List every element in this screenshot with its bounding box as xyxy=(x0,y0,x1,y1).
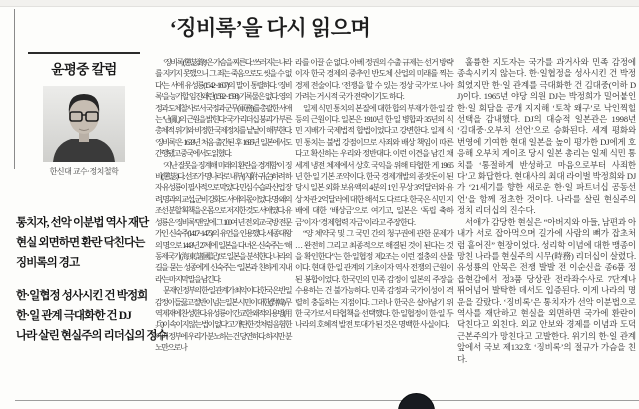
article-paragraph: 서애가 감당한 현실은 “아버지와 아들, 남편과 아내가 서로 잡아먹으며 길가에 사람의 뼈가 잡초처럼 흩어진” 현장이었다. 성리학 이념에 대한 맹종이 망친 나라를 현실주의 시무(時務) 리더십이 살렸다. 유성룡의 안목은 전쟁 발발 전 이순신을 종6품 정읍현감에서 정3품 당상관 전라좌수사로 7단계나 뛰어넘어 발탁한 데서도 입증된다. 이게 나라의 명운을 갈랐다. ‘징비록’은 통치자가 선악 이분법으로 역사를 재단하고 현실을 외면하면 국가에 환란이 닥친다고 외친다. 외교 안보와 경제를 이념과 도덕근본주의가 망친다고 고발한다. 위기의 한·일 관계 앞에서 국보 제132호 ‘징비록’의 절규가 가슴을 친다. xyxy=(457,216,636,364)
article-bottom-rule xyxy=(15,400,639,401)
pull-quote-line: 한·일협정 성사시킨 건 박정희 xyxy=(16,290,148,302)
author-portrait-icon xyxy=(43,86,125,162)
pull-quote-line: 나라 살린 현실주의 리더십의 정수 xyxy=(16,330,167,342)
article-column-1 xyxy=(155,57,291,402)
article-headline: ‘징비록’을 다시 읽으며 xyxy=(169,16,371,40)
pull-quote-1 xyxy=(16,213,152,273)
pull-quote-line: 통치자, 선악 이분법 역사 재단 xyxy=(16,217,149,229)
article-paragraph: 훌륭한 지도자는 국가를 과거사와 민족 감정에 종속시키지 않는다. 한·일협정을 성사시킨 건 박정희였지만 한·일 관계를 극대화한 건 김대중(이하 DJ)이다. 1965년 야당 의원 DJ는 박정희가 밀어붙인 한·일 회담을 공개 지지해 ‘토착 왜구’로 낙인찍힐 선택을 감내했다. DJ의 대승적 일본관은 1998년 ‘김대중·오부치 선언’으로 승화된다. 세계 평화와 번영에 기여한 현대 일본을 높이 평가한 DJ에게 호응해 오부치 게이조 당시 일본 총리는 일제 식민 통치를 ‘통절하게 반성하고 마음으로부터 사죄한다’고 화답한다. 현대사의 최대 라이벌 박정희와 DJ가 ‘21세기를 향한 새로운 한·일 파트너십 공동선언’을 함께 정초한 것이다. 나라를 살린 현실주의 정치 리더십의 진수다. xyxy=(457,57,636,216)
headline-wrap xyxy=(0,12,540,42)
article-paragraph-continued: 라를 이끌 순 없다. 아베 정권의 수출 규제는 선거 방략이자 한국 경제의 중추인 반도체 산업의 미래를 찍는 경제 전술이다. ‘전쟁을 할 수 있는 정상 국가’로 나아가려는 거시적 국가 전략이기도 하다. xyxy=(295,58,453,102)
author-photo-caption: 한신대 교수·정치철학 xyxy=(49,167,119,176)
pull-quote-line: 현실 외면하면 환란 닥친다는 xyxy=(16,237,145,249)
article-column-3 xyxy=(457,57,636,402)
article-body xyxy=(155,57,636,402)
pull-quote-line: 징비록의 경고 xyxy=(16,257,80,269)
article-paragraph: 문재인 정부의 한·일 관계가 최악이다. 한국은 반일 감정이 들끓고 절반이 넘는 일본 시민이 대한(對韓) 무역 제재에 찬성한다. 유성룡이 ‘간교한 왜적의 용병(用兵)이 속이지 않는 법이 없다’고 개탄한 것처럼 음험한 아베 정부에 우리가 분노하는 건 당연하다. 하지만 분노만으로 나 xyxy=(155,286,291,353)
sidebar-top-rule xyxy=(28,52,140,54)
article-paragraph: “양 체약국 및 그 국민 간의 청구권에 관한 문제가 … 완전히 그리고 최종적으로 해결된 것이 된다는 것을 확인한다”는 한·일협정 제2조는 이런 절충의 산물이다. 현대 한·일 관계의 기초이자 역사 전쟁의 근원이 된 봉합이었다. 한국민의 민족 감정이 일본의 주장을 수용하는 건 불가능하다. 민족 감정과 국가이성이 격렬히 충돌하는 지점이다. 그러나 한국은 살아남기 위한 국가로서 타협책을 선택했다. 한·일협정이 한·일 두 나라의 호혜적 발전 토대가 된 것은 명백한 사실이다. xyxy=(295,229,453,330)
article-paragraph: ‘지난 잘못을 징계해 미래의 환란을 경계함’이 징비(懲毖)다. 선조가 명나라로 내부(內附·귀순)하려 하자 유성룡이 필사적으로 막았다. 민심 수습과 산업 장려, 명과의 교섭, 군비 강화도 서애의 몫이었다. 명·왜의 조선 분할 획책을 온몸으로 저지한 것도 서애였다. 유성룡은 ‘징비록’ 맨 앞에 그 100여 년 전 외교·국방 전문가인 신숙주(1417~1475)의 유언을 인용했다. 세종대왕의 명으로 1443년 27세에 일본을 다녀온 신숙주는 ‘해동제국기(海東諸國記)’로 일본을 분석한다. 나라의 길을 묻는 성종에게 신숙주는 ‘일본과 친하게 지내라’는 마지막 말을 남긴다. xyxy=(155,160,291,284)
pull-quote-line: 한·일 관계 극대화한 건 DJ xyxy=(16,310,131,322)
opinion-sidebar xyxy=(16,46,167,346)
author-photo xyxy=(43,86,125,162)
article-paragraph: 일제 식민 통치의 본질에 대한 합의 부재가 한·일 갈등의 근원이다. 일본은 1910년 한·일 병합과 35년의 식민 지배가 국제법적 합법이었다고 강변한다. 일제 식민 통치는 불법 강점이므로 사죄와 배상 책임이 따른다고 확신하는 우리와 정반대다. 이런 이견을 남긴 채 세계 냉전 체제에서 상호 국익을 위해 타협한 게 1965년 한·일 기본 조약이다. 한국 경제개발의 종잣돈이 된 당시 일본 외화 보유액의 4분의 1인 무상 3억달러와 유상 차관 2억달러에 대한 해석도 다르다. 한국은 식민 지배에 대한 ‘배상금’으로 여기고, 일본은 ‘독립 축하금’이자 ‘경제협력 자금’이라고 주장한다. xyxy=(295,103,453,227)
page-top-strip xyxy=(0,0,639,7)
article-column-2 xyxy=(295,57,453,402)
article-paragraph: ‘징비록(懲毖錄)’은 가슴을 찌른다. ‘쓰러지는 나라를 지키지 못했으니 그 죄는 죽음으로도 씻을 수 없다’는 서애 유성룡(1542~1607)의 말이 통렬하다. ‘징비록’을 능가할 임진왜란(1592~1598) 기록물은 없다. 영의정과 도체찰사로서 국정과 군무(軍務)를 총괄한 서애는 ‘난(亂)의 근원을 밝힌다.’ 국가 리더십 붕괴가 부른 총체적 위기와 비정한 국제정치를 낱낱이 해부한다. ‘징비록’은 1633년 처음 출간된 후 1695년 일본에서도 간행됐고 중국에서도 읽혔다. xyxy=(155,58,291,159)
pull-quote-2 xyxy=(16,286,167,346)
column-title: 윤평중 칼럼 xyxy=(51,62,117,77)
